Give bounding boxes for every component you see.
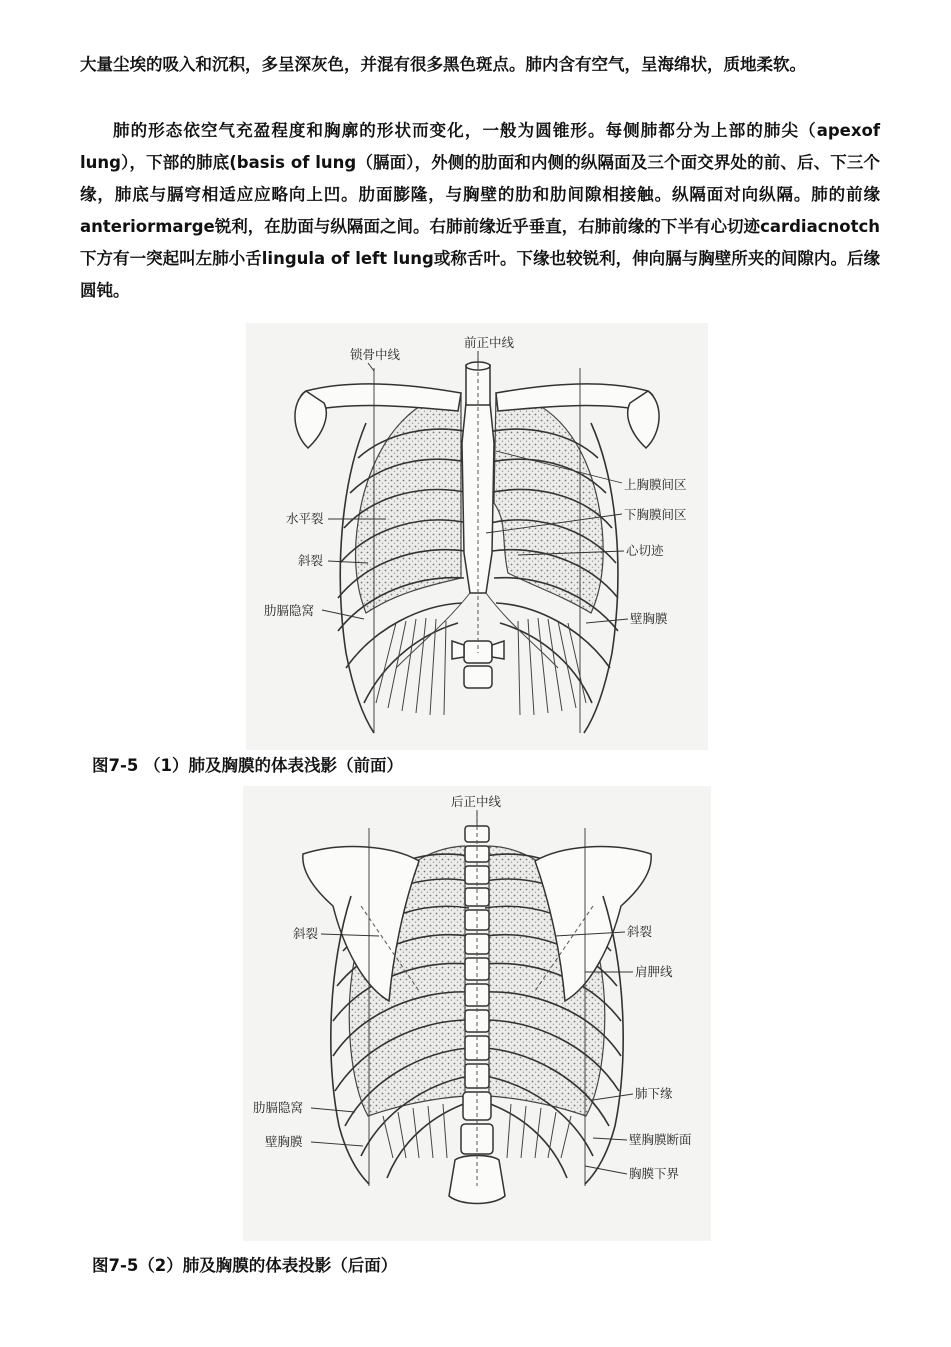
label-oblique-fissure: 斜裂 xyxy=(298,553,324,568)
leader-lower-lung-border xyxy=(593,1094,633,1100)
trachea xyxy=(466,365,490,405)
label-clavicle-midline: 锁骨中线 xyxy=(350,347,401,362)
label-posterior-parietal-pleura: 壁胸膜 xyxy=(265,1134,303,1149)
label-cardiac-notch: 心切迹 xyxy=(626,543,664,558)
label-front-midline: 前正中线 xyxy=(464,335,515,350)
leader-posterior-parietal-pleura xyxy=(311,1142,363,1146)
left-lung-shape xyxy=(494,393,603,613)
label-oblique-fissure-left: 斜裂 xyxy=(293,926,319,941)
leader-posterior-costodiaphragmatic-recess xyxy=(311,1108,355,1112)
leader-pleura-lower-border xyxy=(585,1166,627,1174)
label-back-midline: 后正中线 xyxy=(451,794,502,809)
figure-1-caption: 图7-5 （1）肺及胸膜的体表浅影（前面） xyxy=(92,756,404,775)
figure-posterior-thorax xyxy=(243,786,711,1241)
label-posterior-costodiaphragmatic-recess: 肋膈隐窝 xyxy=(253,1100,304,1115)
label-lower-lung-border: 肺下缘 xyxy=(635,1086,673,1101)
label-horizontal-fissure: 水平裂 xyxy=(286,511,324,526)
label-upper-interpleural: 上胸膜间区 xyxy=(624,477,687,492)
posterior-thorax-illustration xyxy=(243,786,711,1241)
label-parietal-pleura-section: 壁胸膜断面 xyxy=(629,1132,692,1147)
leader-clavicle-midline xyxy=(368,363,374,371)
paragraph-2: 肺的形态依空气充盈程度和胸廓的形状而变化，一般为圆锥形。每侧肺都分为上部的肺尖（apexof lung），下部的肺底(basis of lung（膈面），外侧的肋面和内侧的纵隔面及三个面交界处的前、后、下三个缘，肺底与膈穹相适应应略向上凹。肋面膨隆，与胸壁的肋和肋间隙相接触。纵隔面对向纵隔。肺的前缘anteriormarge锐利，在肋面与纵隔面之间。右肺前缘近乎垂直，右肺前缘的下半有心切迹cardiacnotch下方有一突起叫左肺小舌lingula of left lung或称舌叶。下缘也较锐利，伸向膈与胸壁所夹的间隙内。后缘圆钝。 xyxy=(80,121,880,300)
figure-2-caption: 图7-5（2）肺及胸膜的体表投影（后面） xyxy=(92,1256,398,1275)
right-lung-shape xyxy=(356,393,461,613)
label-costodiaphragmatic-recess: 肋膈隐窝 xyxy=(264,603,315,618)
label-pleura-lower-border: 胸膜下界 xyxy=(629,1166,680,1181)
anterior-thorax-illustration xyxy=(246,323,708,750)
label-lower-interpleural: 下胸膜间区 xyxy=(624,507,687,522)
label-parietal-pleura: 壁胸膜 xyxy=(630,611,668,626)
figure-anterior-thorax xyxy=(246,323,708,750)
label-oblique-fissure-right: 斜裂 xyxy=(627,924,653,939)
label-scapular-line: 肩胛线 xyxy=(635,964,673,979)
paragraph-1: 大量尘埃的吸入和沉积，多呈深灰色，并混有很多黑色斑点。肺内含有空气，呈海绵状，质地柔软。 xyxy=(80,55,806,74)
